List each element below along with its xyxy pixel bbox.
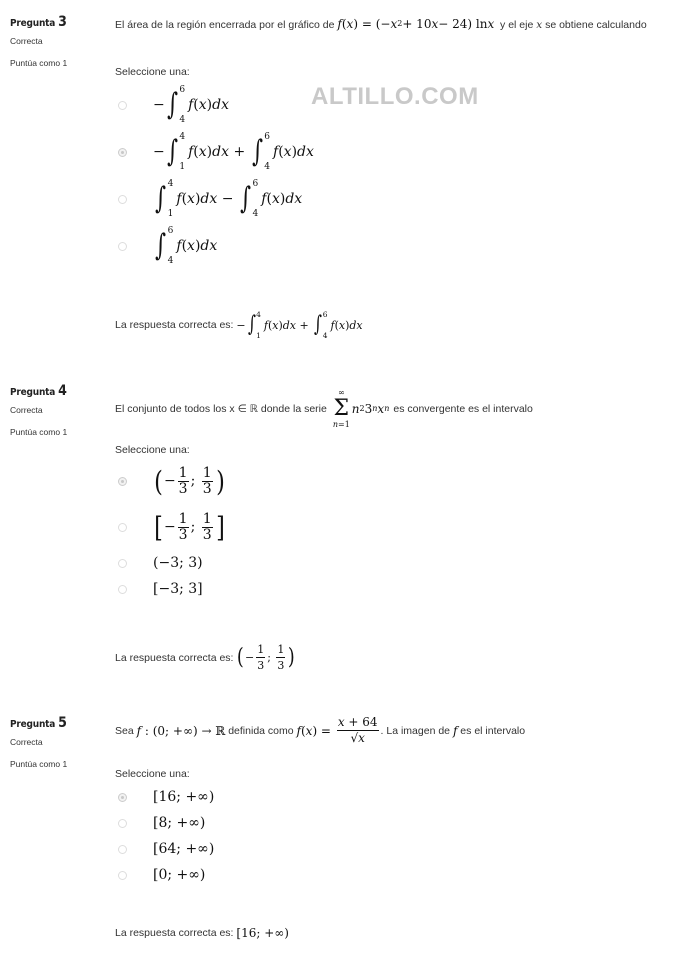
function-expression: f ( x ) = (− x 2 + 10 x − 24) ln x: [337, 17, 495, 31]
answer-math: ( − $\frac{1}{3}$ ; $\frac{1}{3}$ ): [237, 643, 296, 672]
option-4d[interactable]: [118, 579, 203, 599]
radio-button[interactable]: [118, 585, 127, 594]
correct-answer-4: La respuesta correcta es: ( − $\frac{1}{3}$ ; $\frac{1}{3}$ ): [115, 643, 296, 672]
option-5d[interactable]: [118, 865, 205, 885]
correct-answer-3: La respuesta correcta es: − ∫ 4 1 f ( x ) dx + ∫ 6 4 f ( x ) dx: [115, 310, 363, 340]
option-math: [0; +∞): [153, 867, 206, 883]
option-3c[interactable]: [118, 179, 303, 219]
option-3d[interactable]: [118, 226, 218, 266]
question-mark: Puntúa como 1: [10, 427, 68, 437]
option-math: [16; +∞): [153, 789, 215, 805]
option-5a[interactable]: [118, 787, 214, 807]
question-mark: Puntúa como 1: [10, 58, 68, 68]
option-math: [8; +∞): [153, 815, 206, 831]
option-4a[interactable]: [118, 464, 226, 498]
option-math: [64; +∞): [153, 841, 215, 857]
radio-button[interactable]: [118, 871, 127, 880]
question-mark: Puntúa como 1: [10, 759, 68, 769]
option-math: [ − $\frac{1}{3}$ ; $\frac{1}{3}$ ]: [154, 510, 225, 544]
question-state: Correcta: [10, 737, 43, 747]
option-3b[interactable]: [118, 132, 314, 172]
option-math: ∫ 6 4 f ( x ) dx: [155, 226, 218, 266]
correct-answer-5: La respuesta correcta es: [16; +∞): [115, 926, 289, 940]
question-state: Correcta: [10, 405, 43, 415]
select-label: Seleccione una:: [115, 66, 190, 78]
question-title: Pregunta 3: [10, 14, 67, 30]
radio-button[interactable]: [118, 195, 127, 204]
radio-button-selected[interactable]: [118, 148, 127, 157]
question-info-5: [10, 715, 105, 769]
option-5c[interactable]: [118, 839, 214, 859]
radio-button[interactable]: [118, 101, 127, 110]
radio-button[interactable]: [118, 523, 127, 532]
question-state: Correcta: [10, 36, 43, 46]
select-label: Seleccione una:: [115, 444, 190, 456]
option-math: ∫ 4 1 f ( x ) dx − ∫ 6 4 f ( x ) dx: [155, 179, 303, 219]
radio-button[interactable]: [118, 845, 127, 854]
series-expression: ∞ Σ n=1 n 2 3 n x n: [332, 388, 390, 429]
radio-button[interactable]: [118, 242, 127, 251]
option-3a[interactable]: [118, 85, 229, 125]
option-4b[interactable]: [118, 510, 226, 544]
option-math: ( − $\frac{1}{3}$ ; $\frac{1}{3}$ ): [154, 464, 225, 498]
question-text-3: El área de la región encerrada por el gráfico de f ( x ) = (− x 2 + 10 x − 24) ln x y el eje x se obtiene calculando: [115, 17, 647, 31]
radio-button-selected[interactable]: [118, 793, 127, 802]
answer-math: [16; +∞): [236, 926, 289, 940]
question-info-4: [10, 383, 105, 437]
domain-expression: f : (0; +∞) → ℝ: [136, 723, 226, 738]
option-5b[interactable]: [118, 813, 205, 833]
radio-button[interactable]: [118, 559, 127, 568]
question-text-4: El conjunto de todos los x ∈ ℝ donde la serie ∞ Σ n=1 n 2 3 n x n es convergente es el intervalo: [115, 386, 675, 432]
watermark: ALTILLO.COM: [311, 83, 479, 110]
option-4c[interactable]: [118, 553, 203, 573]
radio-button[interactable]: [118, 819, 127, 828]
option-math: − ∫ 4 1 f ( x ) dx + ∫ 6 4 f ( x ) dx: [153, 132, 314, 172]
question-title: Pregunta 5: [10, 715, 67, 731]
question-title: Pregunta 4: [10, 383, 67, 399]
select-label: Seleccione una:: [115, 768, 190, 780]
radio-button-selected[interactable]: [118, 477, 127, 486]
question-text-5: Sea f : (0; +∞) → ℝ definida como f ( x ) = $\frac{x + 64}{√x}$ . La imagen de f es el intervalo: [115, 715, 526, 745]
option-math: [−3; 3]: [153, 581, 203, 597]
question-info-3: [10, 14, 105, 68]
option-math: (−3; 3): [153, 555, 203, 571]
option-math: − ∫ 6 4 f ( x ) dx: [153, 85, 229, 125]
function-expression: f ( x ) = $\frac{x + 64}{√x}$: [296, 715, 378, 745]
answer-math: − ∫ 4 1 f ( x ) dx + ∫ 6 4 f ( x ) dx: [236, 310, 363, 340]
